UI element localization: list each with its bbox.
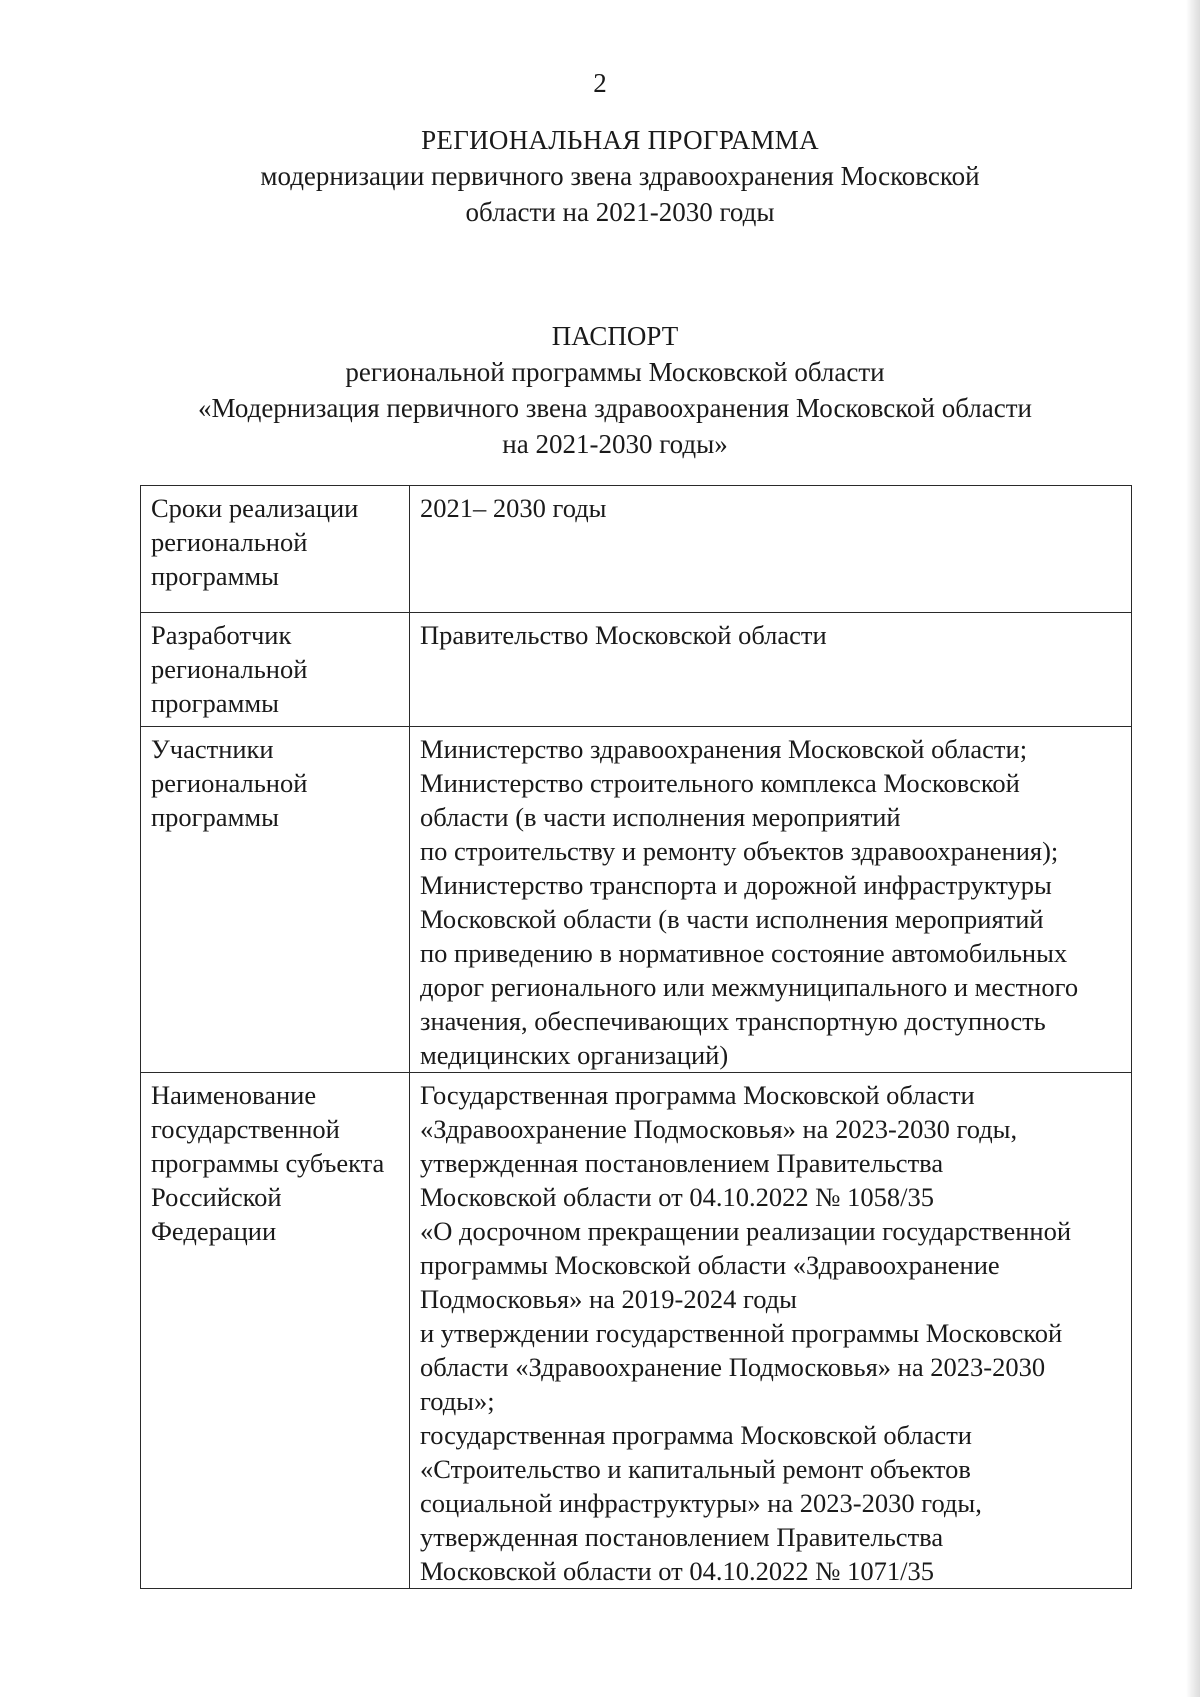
cell-line: Наименование [151,1080,317,1110]
cell-line: региональной [151,768,308,798]
cell-line: Правительство Московской области [420,620,827,650]
cell-line: Московской области от 04.10.2022 № 1071/35 [420,1556,935,1586]
cell-line: Московской области (в части исполнения мероприятий [420,904,1044,934]
program-title-line: области на 2021-2030 годы [465,197,775,227]
row-value-implementation-period [410,486,1132,613]
cell-line: утвержденная постановлением Правительства [420,1148,944,1178]
cell-line: «Здравоохранение Подмосковья» на 2023-2030 годы, [420,1114,1018,1144]
cell-line: Министерство транспорта и дорожной инфраструктуры [420,870,1052,900]
cell-line: значения, обеспечивающих транспортную доступность [420,1006,1046,1036]
cell-line: и утверждении государственной программы Московской [420,1318,1063,1348]
cell-line: Министерство строительного комплекса Московской [420,768,1020,798]
cell-line: Федерации [151,1216,277,1246]
page-number: 2 [593,68,607,98]
program-title [0,122,1200,230]
cell-line: 2021– 2030 годы [420,493,607,523]
cell-line: по строительству и ремонту объектов здравоохранения); [420,836,1059,866]
table-row [141,727,1132,1073]
cell-line: Московской области от 04.10.2022 № 1058/35 [420,1182,935,1212]
passport-table [140,485,1132,1589]
row-value-developer [410,613,1132,727]
table-row [141,486,1132,613]
row-value-state-program [410,1073,1132,1589]
cell-line: области «Здравоохранение Подмосковья» на 2023-2030 [420,1352,1046,1382]
cell-line: Сроки реализации [151,493,359,523]
cell-line: программы субъекта [151,1148,385,1178]
cell-line: «О досрочном прекращении реализации государственной [420,1216,1072,1246]
passport-title-line: региональной программы Московской области [345,357,885,387]
program-title-line: модернизации первичного звена здравоохранения Московской [260,161,980,191]
cell-line: социальной инфраструктуры» на 2023-2030 годы, [420,1488,982,1518]
row-label-state-program [141,1073,410,1589]
cell-line: государственной [151,1114,340,1144]
cell-line: дорог регионального или межмуниципального и местного [420,972,1079,1002]
cell-line: области (в части исполнения мероприятий [420,802,901,832]
row-label-participants [141,727,410,1073]
cell-line: государственная программа Московской области [420,1420,972,1450]
cell-line: программы [151,802,279,832]
row-label-implementation-period [141,486,410,613]
cell-line: программы Московской области «Здравоохранение [420,1250,1000,1280]
cell-line: региональной [151,527,308,557]
cell-line: «Строительство и капитальный ремонт объектов [420,1454,971,1484]
passport-title-line: на 2021-2030 годы» [502,429,728,459]
cell-line: программы [151,688,279,718]
row-value-participants [410,727,1132,1073]
scan-edge-shadow [1186,0,1200,1697]
cell-line: Российской [151,1182,282,1212]
cell-line: по приведению в нормативное состояние автомобильных [420,938,1068,968]
program-title-line: РЕГИОНАЛЬНАЯ ПРОГРАММА [421,125,819,155]
table-row [141,1073,1132,1589]
cell-line: медицинских организаций) [420,1040,729,1070]
passport-title [0,318,1200,462]
cell-line: Государственная программа Московской области [420,1080,975,1110]
cell-line: региональной [151,654,308,684]
table-row [141,613,1132,727]
passport-title-line: ПАСПОРТ [551,321,679,351]
passport-title-line: «Модернизация первичного звена здравоохранения Московской области [198,393,1032,423]
cell-line: Разработчик [151,620,292,650]
cell-line: Участники [151,734,274,764]
cell-line: Подмосковья» на 2019-2024 годы [420,1284,797,1314]
row-label-developer [141,613,410,727]
cell-line: программы [151,561,279,591]
cell-line: годы»; [420,1386,495,1416]
cell-line: Министерство здравоохранения Московской области; [420,734,1028,764]
cell-line: утвержденная постановлением Правительства [420,1522,944,1552]
